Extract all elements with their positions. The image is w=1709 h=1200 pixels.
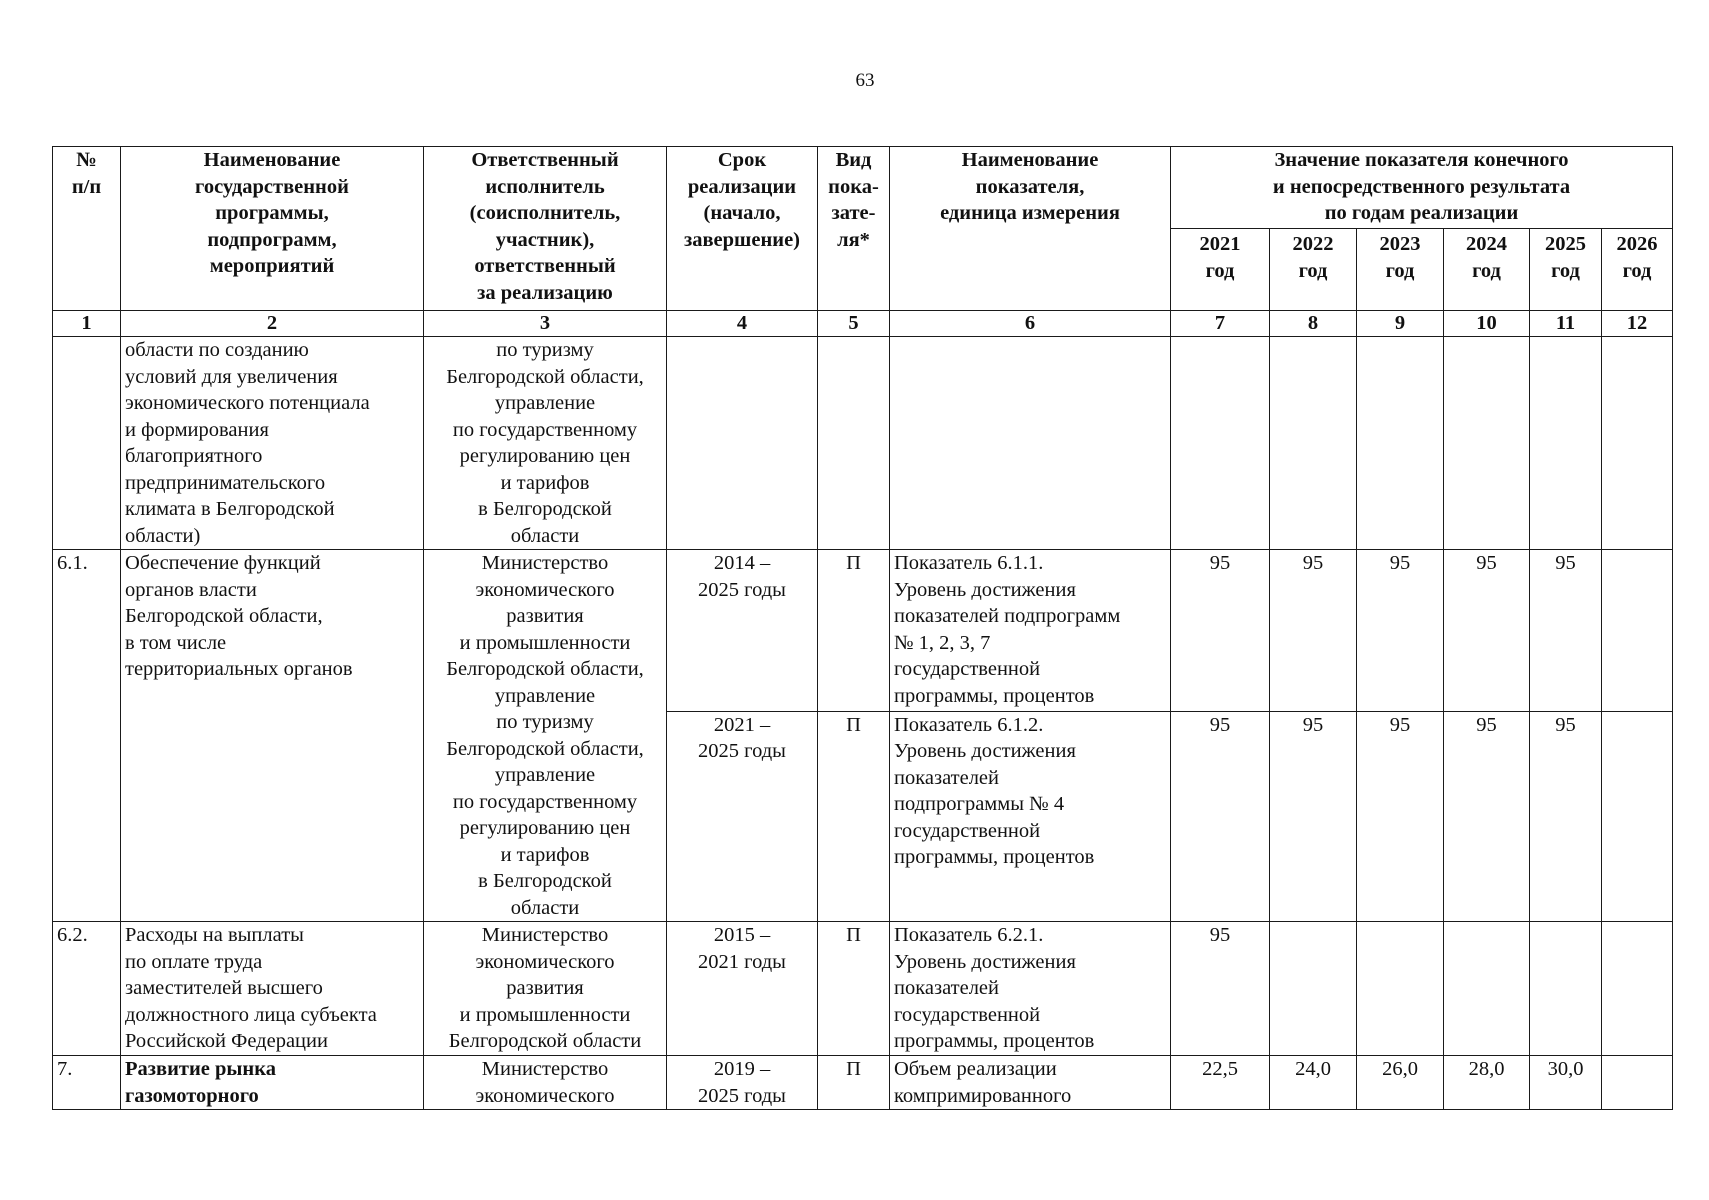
kind-cell: П [818,711,890,921]
value-cell: 95 [1444,550,1530,712]
value-cell [1602,711,1673,921]
header-values-group: Значение показателя конечного и непосредственного результата по годам реализации [1171,147,1673,229]
kind-cell: П [818,1056,890,1110]
header-term: Срок реализации (начало, завершение) [667,147,818,311]
value-cell: 95 [1444,711,1530,921]
value-cell: 95 [1171,711,1270,921]
value-cell [1530,337,1602,550]
table-header-row [53,147,1673,229]
table-row [53,922,1673,1056]
term-cell [667,337,818,550]
value-cell: 28,0 [1444,1056,1530,1110]
column-number-row [53,311,1673,337]
value-cell: 95 [1171,550,1270,712]
value-cell [1171,337,1270,550]
value-cell [1270,337,1357,550]
header-year: 2023 год [1357,229,1444,311]
kind-cell [818,337,890,550]
kind-cell: П [818,922,890,1056]
header-year: 2022 год [1270,229,1357,311]
term-cell: 2014 – 2025 годы [667,550,818,712]
program-name-cell: Обеспечение функций органов власти Белгородской области, в том числе территориальных органов [121,550,424,922]
page-number: 63 [855,70,875,91]
executor-cell: Министерство экономического [424,1056,667,1110]
indicator-cell [890,337,1171,550]
indicator-cell: Показатель 6.2.1. Уровень достижения показателей государственной программы, процентов [890,922,1171,1056]
header-indicator-kind: Вид пока- зате- ля* [818,147,890,311]
header-year: 2024 год [1444,229,1530,311]
row-num: 6.2. [53,922,121,1056]
column-number: 12 [1602,311,1673,337]
value-cell: 95 [1270,550,1357,712]
row-num: 6.1. [53,550,121,922]
value-cell [1530,922,1602,1056]
header-indicator-name: Наименование показателя, единица измерения [890,147,1171,311]
indicator-cell: Объем реализации компримированного [890,1056,1171,1110]
table-row [53,337,1673,550]
column-number: 8 [1270,311,1357,337]
indicator-cell: Показатель 6.1.2. Уровень достижения показателей подпрограммы № 4 государственной программы, процентов [890,711,1171,921]
value-cell: 26,0 [1357,1056,1444,1110]
header-year: 2021 год [1171,229,1270,311]
column-number: 5 [818,311,890,337]
header-num: № п/п [53,147,121,311]
value-cell [1602,922,1673,1056]
value-cell [1602,337,1673,550]
value-cell [1444,922,1530,1056]
row-num [53,337,121,550]
value-cell: 24,0 [1270,1056,1357,1110]
header-year: 2026 год [1602,229,1673,311]
column-number: 1 [53,311,121,337]
value-cell [1444,337,1530,550]
kind-cell: П [818,550,890,712]
column-number: 10 [1444,311,1530,337]
column-number: 6 [890,311,1171,337]
column-number: 3 [424,311,667,337]
header-year: 2025 год [1530,229,1602,311]
column-number: 9 [1357,311,1444,337]
column-number: 2 [121,311,424,337]
program-indicators-table [52,146,1673,1110]
column-number: 11 [1530,311,1602,337]
table-row [53,550,1673,712]
header-executor: Ответственный исполнитель (соисполнитель, участник), ответственный за реализацию [424,147,667,311]
term-cell: 2015 – 2021 годы [667,922,818,1056]
value-cell [1602,1056,1673,1110]
value-cell: 30,0 [1530,1056,1602,1110]
program-name-cell: области по созданию условий для увеличения экономического потенциала и формирования благоприятного предпринимательского климата в Белгородской области) [121,337,424,550]
indicator-cell: Показатель 6.1.1. Уровень достижения показателей подпрограмм № 1, 2, 3, 7 государственной программы, процентов [890,550,1171,712]
header-program-name: Наименование государственной программы, подпрограмм, мероприятий [121,147,424,311]
row-num: 7. [53,1056,121,1110]
value-cell: 22,5 [1171,1056,1270,1110]
value-cell [1270,922,1357,1056]
value-cell: 95 [1357,550,1444,712]
executor-cell: Министерство экономического развития и промышленности Белгородской области, управление по туризму Белгородской области, управление по государственному регулированию цен и тарифов в Белгородской области [424,550,667,922]
column-number: 7 [1171,311,1270,337]
term-cell: 2019 – 2025 годы [667,1056,818,1110]
value-cell: 95 [1357,711,1444,921]
executor-cell: по туризму Белгородской области, управление по государственному регулированию цен и тарифов в Белгородской области [424,337,667,550]
value-cell [1357,337,1444,550]
program-name-cell: Развитие рынка газомоторного [121,1056,424,1110]
column-number: 4 [667,311,818,337]
value-cell [1602,550,1673,712]
executor-cell: Министерство экономического развития и промышленности Белгородской области [424,922,667,1056]
value-cell: 95 [1530,711,1602,921]
value-cell [1357,922,1444,1056]
program-name-cell: Расходы на выплаты по оплате труда заместителей высшего должностного лица субъекта Российской Федерации [121,922,424,1056]
value-cell: 95 [1530,550,1602,712]
term-cell: 2021 – 2025 годы [667,711,818,921]
value-cell: 95 [1270,711,1357,921]
table-row [53,1056,1673,1110]
value-cell: 95 [1171,922,1270,1056]
